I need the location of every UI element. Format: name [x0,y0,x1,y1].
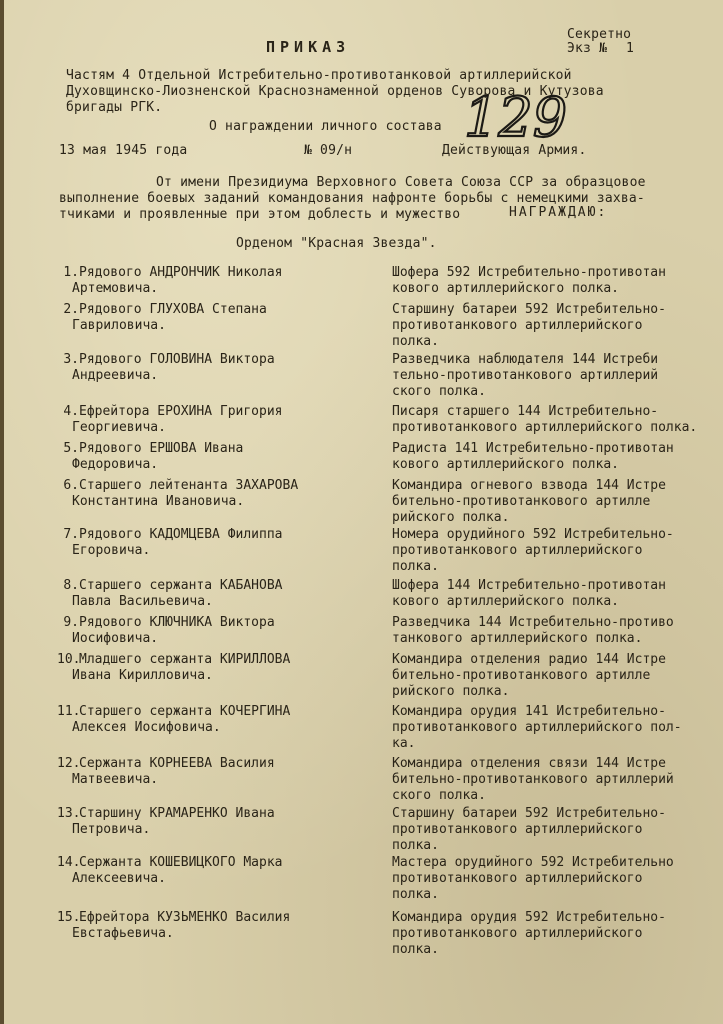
recipient-name-line: Рядового КЛЮЧНИКА Виктора [79,615,275,630]
recipient-position-line: кового артиллерийского полка. [392,281,619,296]
recipient-position-line: кового артиллерийского полка. [392,594,619,609]
recipient-name-line: Ефрейтора ЕРОХИНА Григория [79,404,283,419]
recipient-name-line: Рядового КАДОМЦЕВА Филиппа [79,527,283,542]
document-title: ПРИКАЗ [266,38,351,56]
preamble-line-2: выполнение боевых заданий командования нафронте борьбы с немецкими захва- [59,191,645,206]
recipient-position-line: Писаря старшего 144 Истребительно- [392,404,659,419]
entry-number: 5. [63,441,79,456]
recipient-position-line: Командира отделения связи 144 Истре [392,756,666,771]
entry-number: 15. [57,910,81,925]
recipient-name-line: Ефрейтора КУЗЬМЕНКО Василия [79,910,291,925]
entry-number: 10. [57,652,81,667]
entry-number: 3. [63,352,79,367]
recipient-position-line: танкового артиллерийского полка. [392,631,643,646]
order-date: 13 мая 1945 года [59,143,188,158]
recipient-name-line: Сержанта КОРНЕЕВА Василия [79,756,275,771]
preamble-line-3: тчиками и проявленные при этом доблесть и мужество [59,207,461,222]
unit-line-3: бригады РГК. [66,100,163,115]
recipient-name-line: Андреевича. [72,368,159,383]
recipient-position-line: ского полка. [392,788,486,803]
recipient-name-line: Павла Васильевича. [72,594,213,609]
recipient-position-line: Разведчика наблюдателя 144 Истреби [392,352,659,367]
entry-number: 9. [63,615,79,630]
entry-number: 14. [57,855,81,870]
recipient-position-line: Шофера 144 Истребительно-противотан [392,578,666,593]
preamble-line-1: От имени Президиума Верховного Совета Союза ССР за образцовое [156,175,646,190]
order-name: Орденом "Красная Звезда". [236,236,437,251]
copy-number: 1 [626,41,635,56]
recipient-position-line: полка. [392,942,439,957]
entry-number: 1. [63,265,79,280]
entry-number: 4. [63,404,79,419]
recipient-position-line: Мастера орудийного 592 Истребительно [392,855,674,870]
recipient-position-line: противотанкового артиллерийского [392,822,643,837]
recipient-position-line: противотанкового артиллерийского [392,543,643,558]
recipient-position-line: Командира орудия 141 Истребительно- [392,704,666,719]
recipient-name-line: Сержанта КОШЕВИЦКОГО Марка [79,855,283,870]
entry-number: 6. [63,478,79,493]
recipient-position-line: противотанкового артиллерийского [392,871,643,886]
copy-label: Экз № [567,41,608,56]
recipient-position-line: противотанкового артиллерийского [392,318,643,333]
recipient-name-line: Ивана Кирилловича. [72,668,213,683]
entry-number: 7. [63,527,79,542]
recipient-position-line: Радиста 141 Истребительно-противотан [392,441,674,456]
order-number: № 09/н [304,143,353,158]
recipient-position-line: противотанкового артиллерийского пол- [392,720,682,735]
recipient-position-line: кового артиллерийского полка. [392,457,619,472]
recipient-name-line: Старшего сержанта КОЧЕРГИНА [79,704,291,719]
recipient-position-line: полка. [392,838,439,853]
recipient-name-line: Старшину КРАМАРЕНКО Ивана [79,806,275,821]
recipient-position-line: полка. [392,887,439,902]
recipient-name-line: Иосифовича. [72,631,159,646]
recipient-name-line: Федоровича. [72,457,159,472]
secret-stamp: Секретно [567,27,632,42]
recipient-position-line: полка. [392,559,439,574]
entry-number: 11. [57,704,81,719]
handwritten-mark [456,78,576,158]
entry-number: 8. [63,578,79,593]
recipient-name-line: Петровича. [72,822,151,837]
recipient-name-line: Младшего сержанта КИРИЛЛОВА [79,652,291,667]
recipient-name-line: Гавриловича. [72,318,166,333]
recipient-name-line: Рядового ГЛУХОВА Степана [79,302,267,317]
entry-number: 12. [57,756,81,771]
recipient-name-line: Алексеевича. [72,871,166,886]
handwritten-number: 129 [464,86,568,149]
recipient-name-line: Старшего лейтенанта ЗАХАРОВА [79,478,299,493]
recipient-position-line: ка. [392,736,416,751]
document-page [4,0,723,1024]
order-place: Действующая Армия. [442,143,587,158]
recipient-position-line: Старшину батареи 592 Истребительно- [392,806,666,821]
recipient-position-line: бительно-противотанкового артилле [392,494,651,509]
recipient-name-line: Рядового ГОЛОВИНА Виктора [79,352,275,367]
recipient-position-line: рийского полка. [392,510,510,525]
recipient-position-line: рийского полка. [392,684,510,699]
order-subject: О награждении личного состава [209,119,442,134]
unit-line-1: Частям 4 Отдельной Истребительно-противотанковой артиллерийской [66,68,572,83]
recipient-position-line: Командира орудия 592 Истребительно- [392,910,666,925]
recipient-position-line: тельно-противотанкового артиллерий [392,368,659,383]
recipient-position-line: Старшину батареи 592 Истребительно- [392,302,666,317]
recipient-position-line: Командира отделения радио 144 Истре [392,652,666,667]
recipient-position-line: полка. [392,334,439,349]
recipient-name-line: Рядового АНДРОНЧИК Николая [79,265,283,280]
recipient-name-line: Матвеевича. [72,772,159,787]
recipient-name-line: Евстафьевича. [72,926,174,941]
recipient-name-line: Старшего сержанта КАБАНОВА [79,578,283,593]
recipient-name-line: Егоровича. [72,543,151,558]
recipient-name-line: Алексея Иосифовича. [72,720,221,735]
award-verb: НАГРАЖДАЮ: [509,205,608,220]
entry-number: 13. [57,806,81,821]
recipient-position-line: противотанкового артиллерийского [392,926,643,941]
recipient-position-line: бительно-противотанкового артилле [392,668,651,683]
recipient-name-line: Рядового ЕРШОВА Ивана [79,441,244,456]
recipient-name-line: Константина Ивановича. [72,494,245,509]
recipient-position-line: Шофера 592 Истребительно-противотан [392,265,666,280]
recipient-position-line: Разведчика 144 Истребительно-противо [392,615,674,630]
entry-number: 2. [63,302,79,317]
recipient-name-line: Артемовича. [72,281,159,296]
unit-line-2: Духовщинско-Лиозненской Краснознаменной орденов Суворова и Кутузова [66,84,604,99]
recipient-name-line: Георгиевича. [72,420,166,435]
recipient-position-line: бительно-противотанкового артиллерий [392,772,674,787]
recipient-position-line: противотанкового артиллерийского полка. [392,420,698,435]
recipient-position-line: Номера орудийного 592 Истребительно- [392,527,674,542]
recipient-position-line: Командира огневого взвода 144 Истре [392,478,666,493]
recipient-position-line: ского полка. [392,384,486,399]
